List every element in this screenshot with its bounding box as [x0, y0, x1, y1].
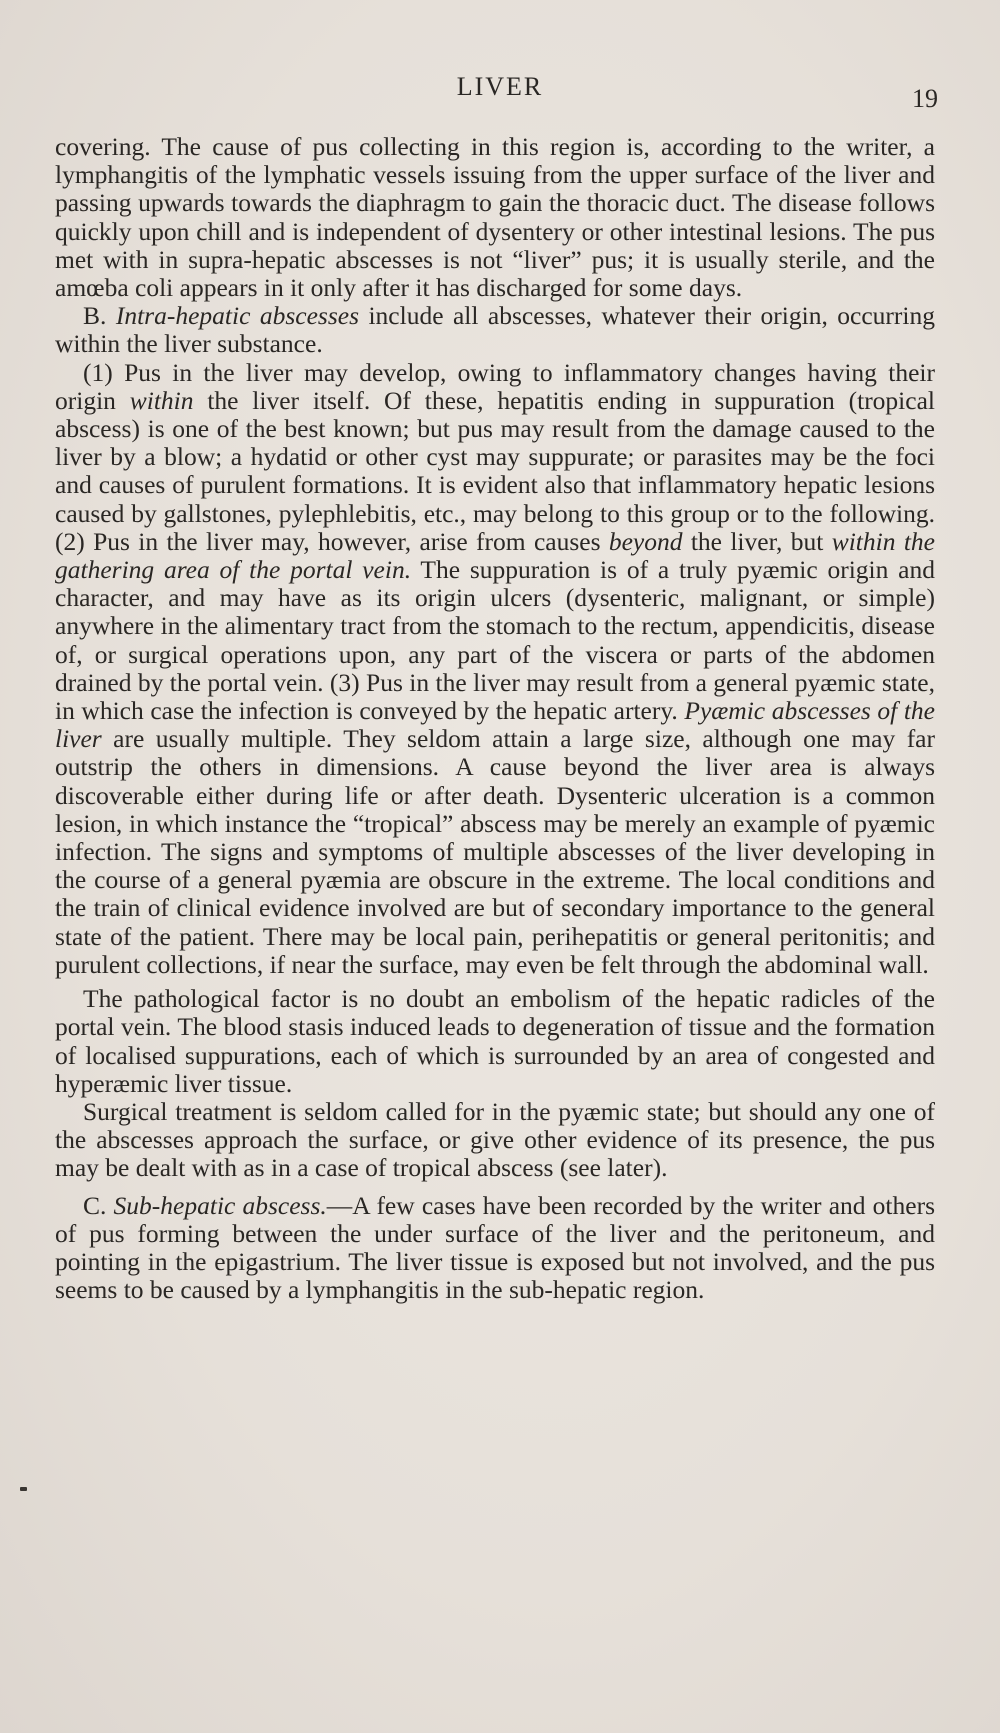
text-run: —A few cases have been recorded by the writer and others of pus forming between the under surface of the liver and the peritoneum, and pointing in the epigastrium. The liver tissue is exposed but not involved, and the pus seems to be caused by a lymphangitis in the sub-hepatic region. [55, 1190, 935, 1305]
body-text [55, 133, 935, 1304]
text-run: C. [83, 1190, 114, 1220]
italic-phrase: Pyæmic abscesses of the liver [55, 696, 935, 754]
text-run: (1) Pus in the liver may develop, owing to inflammatory changes having their origin [55, 357, 935, 415]
paragraph-pathological-factor [55, 985, 935, 1098]
paragraph-surgical-treatment [55, 1098, 935, 1183]
text-run: covering. The cause of pus collecting in this region is, according to the writer, a lymphangitis of the lymphatic vessels issuing from the upper surface of the liver and passing upwards towards the diaphragm to gain the thoracic duct. The disease follows quickly upon chill and is independent of dysentery or other intestinal lesions. The pus met with in supra-hepatic abscesses is not “liver” pus; it is usually sterile, and the amœba coli appears in it only after it has discharged for some days. [55, 132, 935, 303]
italic-phrase: Intra-hepatic abscesses [115, 301, 359, 331]
text-run: include all abscesses, whatever their origin, occurring within the liver substance. [55, 301, 935, 359]
text-run: The pathological factor is no doubt an embolism of the hepatic radicles of the portal vein. The blood stasis induced leads to degeneration of tissue and the formation of localised suppurations, each of which is surrounded by an area of congested and hyperæmic liver tissue. [55, 984, 935, 1098]
italic-phrase: within the gathering area of the portal vein. [55, 526, 935, 585]
italic-phrase: beyond [608, 526, 683, 556]
running-head [0, 72, 1000, 112]
italic-phrase: within [129, 385, 194, 415]
text-run: the liver itself. Of these, hepatitis ending in suppuration (tropical abscess) is one of the best known; but pus may result from the damage caused to the liver by a blow; a hydatid or other cyst may suppurate; or parasites may be the foci and causes of purulent formations. It is evident also that inflammatory hepatic lesions caused by gallstones, pylephlebitis, etc., may belong to this group or to the following. (2) Pus in the liver may, however, arise from causes [55, 385, 935, 556]
paragraph-supra-hepatic-cont [55, 133, 935, 302]
paragraph-intra-hepatic [55, 302, 935, 358]
text-run: the liver, but [682, 526, 832, 556]
text-run: B. [83, 301, 116, 331]
paragraph-sub-hepatic [55, 1192, 935, 1305]
page-number: 19 [912, 84, 938, 113]
text-run: Surgical treatment is seldom called for in the pyæmic state; but should any one of the abscesses approach the surface, or give other evidence of its presence, the pus may be dealt with as in a case of tropical abscess (see later). [55, 1096, 935, 1183]
stray-ink-mark [20, 1487, 27, 1491]
italic-phrase: Sub-hepatic abscess. [113, 1190, 327, 1220]
chapter-title: LIVER [456, 72, 544, 101]
paragraph-pus-in-liver [55, 359, 935, 979]
text-run: The suppuration is of a truly pyæmic origin and character, and may have as its origin ulcers (dysenteric, malignant, or simple) anywhere in the alimentary tract from the stomach to the rectum, appendicitis, disease of, or surgical operations upon, any part of the viscera or parts of the abdomen drained by the portal vein. (3) Pus in the liver may result from a general pyæmic state, in which case the infection is conveyed by the hepatic artery. [55, 555, 935, 726]
text-run: are usually multiple. They seldom attain a large size, although one may far outstrip the others in dimensions. A cause beyond the liver area is always discoverable either during life or after death. Dysenteric ulceration is a common lesion, in which instance the “tropical” abscess may be merely an example of pyæmic infection. The signs and symptoms of multiple abscesses of the liver developing in the course of a general pyæmia are obscure in the extreme. The local conditions and the train of clinical evidence involved are but of secondary importance to the general state of the patient. There may be local pain, perihepatitis or general peritonitis; and purulent collections, if near the surface, may even be felt through the abdominal wall. [55, 724, 935, 979]
